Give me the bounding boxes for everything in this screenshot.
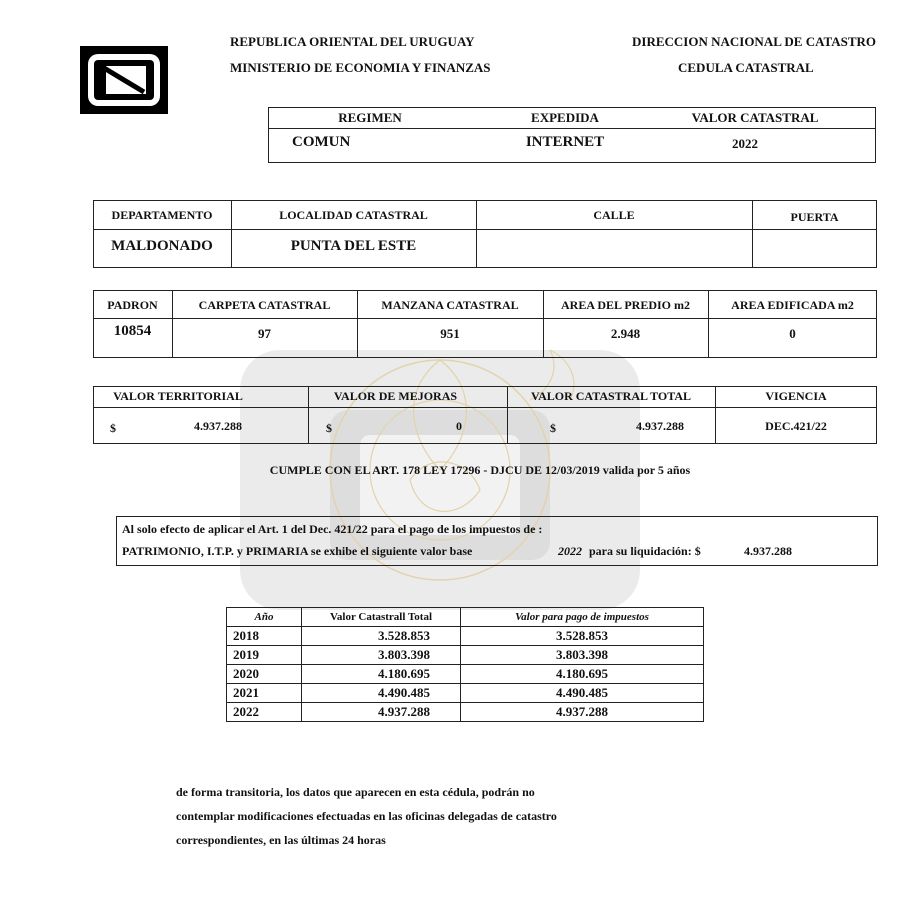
history-year-header: Año: [227, 608, 302, 627]
history-tax-cell: 4.180.695: [461, 665, 704, 684]
area-edificada-header: AREA EDIFICADA m2: [731, 298, 854, 312]
base-line1: Al solo efecto de aplicar el Art. 1 del Dec. 421/22 para el pago de los impuestos de :: [122, 522, 543, 536]
history-tax-header: Valor para pago de impuestos: [461, 608, 704, 627]
catastro-logo: [80, 46, 168, 114]
history-tax-cell: 3.528.853: [461, 627, 704, 646]
history-tax-cell: 4.490.485: [461, 684, 704, 703]
regimen-header: REGIMEN: [338, 110, 402, 125]
table-row: [227, 646, 704, 665]
history-total-cell: 4.937.288: [302, 703, 461, 722]
header-document: CEDULA CATASTRAL: [678, 60, 814, 75]
carpeta-value: 97: [258, 326, 271, 341]
area-predio-value: 2.948: [610, 326, 641, 341]
localidad-value: PUNTA DEL ESTE: [290, 238, 417, 254]
localidad-header: LOCALIDAD CATASTRAL: [279, 208, 428, 222]
history-year-cell: 2020: [227, 665, 302, 684]
header-ministry: MINISTERIO DE ECONOMIA Y FINANZAS: [230, 60, 491, 75]
transitory-note: [176, 780, 557, 852]
base-line2-end: para su liquidación: $: [589, 544, 701, 558]
regimen-value: COMUN: [292, 134, 351, 150]
manzana-header: MANZANA CATASTRAL: [381, 298, 519, 312]
note-line1: de forma transitoria, los datos que aparecen en esta cédula, podrán no: [176, 785, 535, 799]
note-line3: correspondientes, en las últimas 24 horas: [176, 833, 386, 847]
carpeta-header: CARPETA CATASTRAL: [198, 298, 331, 312]
mejoras-value: 0: [456, 419, 462, 433]
base-line2-start: PATRIMONIO, I.T.P. y PRIMARIA se exhibe el siguiente valor base: [122, 544, 473, 558]
expedida-value: INTERNET: [525, 134, 605, 150]
header-direction: DIRECCION NACIONAL DE CATASTRO: [632, 34, 877, 49]
header-republic: REPUBLICA ORIENTAL DEL URUGUAY: [230, 34, 475, 49]
territorial-value: 4.937.288: [194, 419, 242, 433]
table-row: [227, 665, 704, 684]
note-line2: contemplar modificaciones efectuadas en las oficinas delegadas de catastro: [176, 809, 557, 823]
departamento-value: MALDONADO: [111, 238, 213, 254]
departamento-header: DEPARTAMENTO: [111, 208, 213, 222]
history-tax-cell: 3.803.398: [461, 646, 704, 665]
calle-header: CALLE: [593, 208, 635, 222]
territorial-currency: $: [110, 421, 116, 435]
history-total-cell: 3.528.853: [302, 627, 461, 646]
history-total-cell: 3.803.398: [302, 646, 461, 665]
mejoras-currency: $: [326, 421, 332, 435]
table-row: [227, 703, 704, 722]
base-year: 2022: [558, 544, 582, 558]
history-year-cell: 2021: [227, 684, 302, 703]
history-total-cell: 4.180.695: [302, 665, 461, 684]
history-tax-cell: 4.937.288: [461, 703, 704, 722]
manzana-value: 951: [440, 326, 460, 341]
history-year-cell: 2022: [227, 703, 302, 722]
history-total-cell: 4.490.485: [302, 684, 461, 703]
base-amount: 4.937.288: [744, 544, 792, 558]
padron-header: PADRON: [107, 298, 158, 312]
valor-catastral-header: VALOR CATASTRAL: [691, 110, 819, 125]
territorial-header: VALOR TERRITORIAL: [113, 389, 243, 403]
history-table: [226, 607, 704, 722]
vigencia-header: VIGENCIA: [765, 389, 827, 403]
total-value: 4.937.288: [636, 419, 684, 433]
area-predio-header: AREA DEL PREDIO m2: [560, 298, 691, 312]
puerta-header: PUERTA: [790, 210, 839, 224]
padron-value: 10854: [113, 323, 152, 339]
total-currency: $: [550, 421, 556, 435]
history-year-cell: 2019: [227, 646, 302, 665]
table-row: [227, 684, 704, 703]
total-header: VALOR CATASTRAL TOTAL: [530, 389, 692, 403]
vigencia-value: DEC.421/22: [765, 419, 827, 433]
compliance-text: CUMPLE CON EL ART. 178 LEY 17296 - DJCU DE 12/03/2019 valida por 5 años: [269, 463, 691, 477]
valor-catastral-value: 2022: [732, 136, 758, 151]
history-total-header: Valor Catastrall Total: [302, 608, 461, 627]
expedida-header: EXPEDIDA: [531, 110, 599, 125]
table-row: [227, 627, 704, 646]
history-year-cell: 2018: [227, 627, 302, 646]
watermark-seal: [220, 330, 660, 630]
mejoras-header: VALOR DE MEJORAS: [333, 389, 458, 403]
area-edificada-value: 0: [789, 326, 796, 341]
